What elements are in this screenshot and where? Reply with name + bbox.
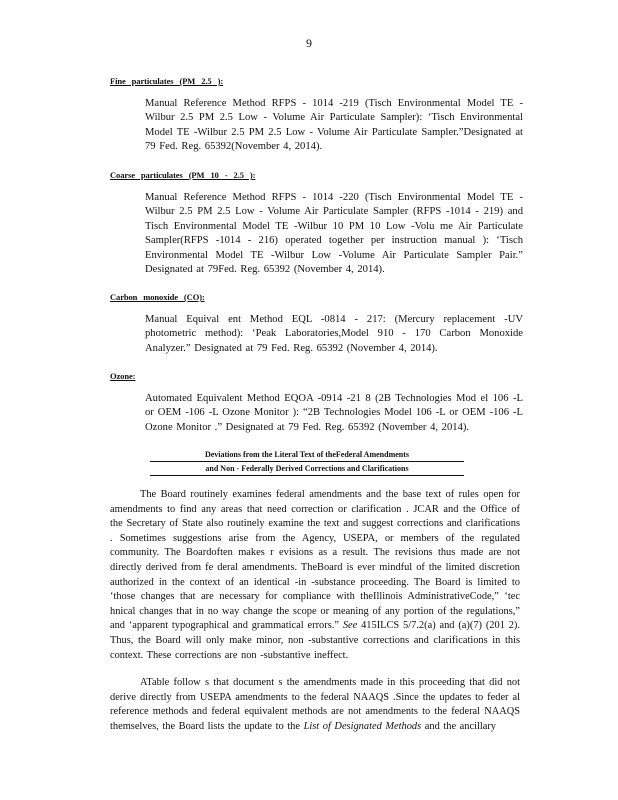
carbon-monoxide-text bbox=[145, 313, 523, 356]
paragraph-2-part-1: ATable follow s that document s the amendments made in this proceeding that did not derive directly from USEPA amendments to the federal NAAQS .Since the updates to feder al reference methods and federal equivalent methods are not amendments to the federal NAAQS themselves, the Board lists the update to the bbox=[110, 677, 520, 732]
coarse-particulates-paragraph: Manual Reference Method RFPS - 1014 -220 (Tisch Environmental Model TE -Wilbur 2.5 PM 2.5 Low - Volume Air Particulate Sampler (RFPS -1014 - 219) and Tisch Environmental Model TE -Wilbur 10 PM 10 Low -Volu me Air Particulate Sampler(RFPS -1014 - 216) operated together per instruction manual ): ‘Tisch Environmental Model TE -Wilbur Low -Volume Air Particulate Sampler Pair.” Designated at 79Fed. Reg. 65392 (November 4, 2014). bbox=[145, 192, 523, 276]
paragraph-2-part-2: and the ancillary bbox=[424, 720, 497, 732]
table-heading-line-1: Deviations from the Literal Text of theFederal Amendments bbox=[150, 448, 464, 462]
paragraph-table-follows bbox=[110, 676, 520, 734]
heading-coarse-particulates: Coarse particulates (PM 10 - 2.5 ): bbox=[110, 170, 256, 180]
paragraph-board-routinely bbox=[110, 488, 520, 663]
body-text bbox=[110, 488, 520, 748]
page-number: 9 bbox=[306, 36, 312, 50]
coarse-particulates-text bbox=[145, 191, 523, 277]
fine-particulates-text bbox=[145, 97, 523, 155]
table-heading bbox=[150, 448, 464, 476]
heading-carbon-monoxide: Carbon monoxide (CO): bbox=[110, 292, 205, 302]
paragraph-1-part-1: The Board routinely examines federal amendments and the base text of rules open for amendments to find any areas that need correction or clarification . JCAR and the Office of the Secretary of State also routinely examine the text and suggest corrections and clarifications . Sometimes suggestions arise from the Agency, USEPA, or members of the regulated community. The Boardoften makes r evisions as a result. The revisions thus made are not directly derived from fe deral amendments. TheBoard is ever mindful of the limited discretion authorized in the context of an identical -in -substance proceeding. The Board is limited to ‘those changes that are necessary for compliance with theIllinois AdministrativeCode,” ‘tec hnical changes that in no way change the scope or meaning of any portion of the regulations,” and ‘apparent typographical and grammatical errors.” bbox=[110, 489, 520, 632]
table-heading-line-2: and Non - Federally Derived Corrections and Clarifications bbox=[205, 464, 409, 473]
heading-fine-particulates: Fine particulates (PM 2.5 ): bbox=[110, 76, 224, 86]
ozone-text bbox=[145, 392, 523, 435]
fine-particulates-paragraph: Manual Reference Method RFPS - 1014 -219 (Tisch Environmental Model TE -Wilbur 2.5 PM 2.5 Low - Volume Air Particulate Sampler): ‘Tisch Environmental Model TE -Wilbur 2.5 PM 2.5 Low - Volume Air Particulate Sampler.”Designated at 79 Fed. Reg. 65392(November 4, 2014). bbox=[145, 98, 523, 153]
ozone-paragraph: Automated Equivalent Method EQOA -0914 -21 8 (2B Technologies Mod el 106 -L or OEM -106 -L Ozone Monitor ): “2B Technologies Model 106 -L or OEM -106 -L Ozone Monitor .” Designated at 79 Fed. Reg. 65392 (November 4, 2014). bbox=[145, 393, 523, 433]
heading-ozone: Ozone: bbox=[110, 371, 136, 381]
list-of-designated-methods-title: List of Designated Methods bbox=[303, 720, 422, 732]
carbon-monoxide-paragraph: Manual Equival ent Method EQL -0814 - 217: (Mercury replacement -UV photometric method): ‘Peak Laboratories,Model 910 - 170 Carbon Monoxide Analyzer.” Designated at 79 Fed. Reg. 65392 (November 4, 2014). bbox=[145, 314, 523, 354]
see-signal: See bbox=[342, 620, 358, 632]
paragraph-1-part-2: 415ILCS 5/7.2(a) and (a)(7) (201 2). Thus, the Board will only make minor, non -substantive corrections and clarifications in this context. These corrections are non -substantive ineffect. bbox=[110, 620, 520, 661]
